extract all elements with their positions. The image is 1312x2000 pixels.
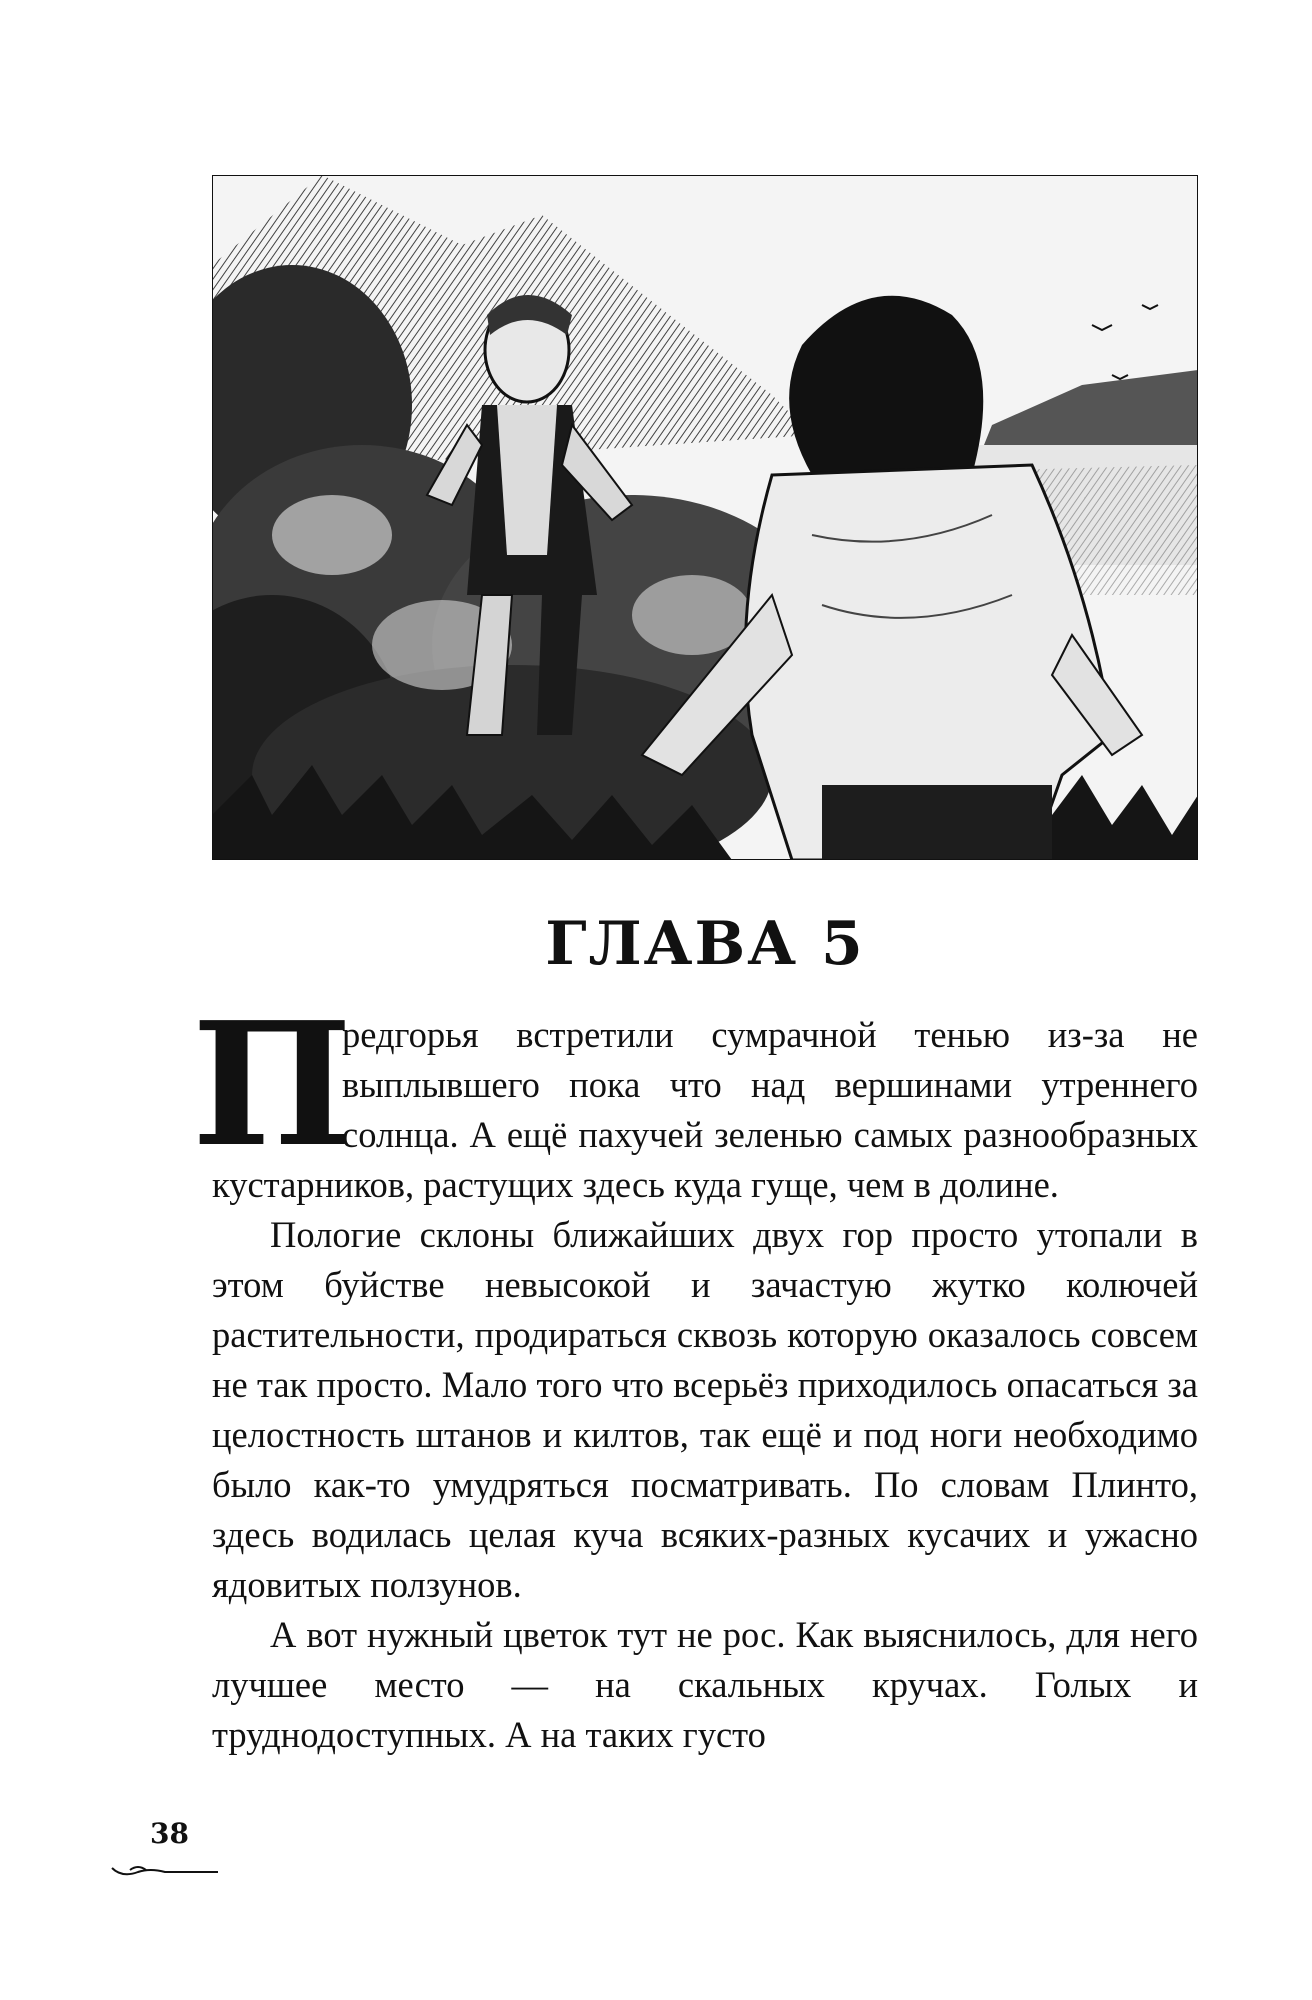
chapter-illustration <box>212 175 1198 860</box>
chapter-title: ГЛАВА 5 <box>545 909 865 979</box>
drop-cap-letter: П <box>191 985 353 1185</box>
drop-cap <box>191 985 353 1185</box>
chapter-text <box>191 985 1198 1760</box>
paragraph-3: А вот нужный цветок тут не рос. Как выяснилось, для него лучшее место — на скальных кручах. Голых и труднодоступных. А на таких густо <box>212 1614 1198 1755</box>
paragraph-2: Пологие склоны ближайших двух гор просто утопали в этом буйстве невысокой и зачастую жутко колючей растительности, продираться сквозь которую оказалось совсем не так просто. Мало того что всерьёз приходилось опасаться за целостность штанов и килтов, так ещё и под ноги необходимо было как-то умудряться посматривать. По словам Плинто, здесь водилась целая куча всяких-разных кусачих и ужасно ядовитых ползунов. <box>212 1214 1198 1605</box>
paragraph-1-text: редгорья встретили сумрачной тенью из-за не выплывшего пока что над вершинами утреннего солнца. А ещё пахучей зеленью самых разнообразных кустарников, растущих здесь куда гуще, чем в долине. <box>212 1014 1198 1205</box>
paragraph-1 <box>191 985 1198 1210</box>
ornament-flourish-icon <box>110 1860 220 1880</box>
page-number: 38 <box>150 1817 189 1850</box>
forest-encounter-illustration <box>212 175 1198 860</box>
